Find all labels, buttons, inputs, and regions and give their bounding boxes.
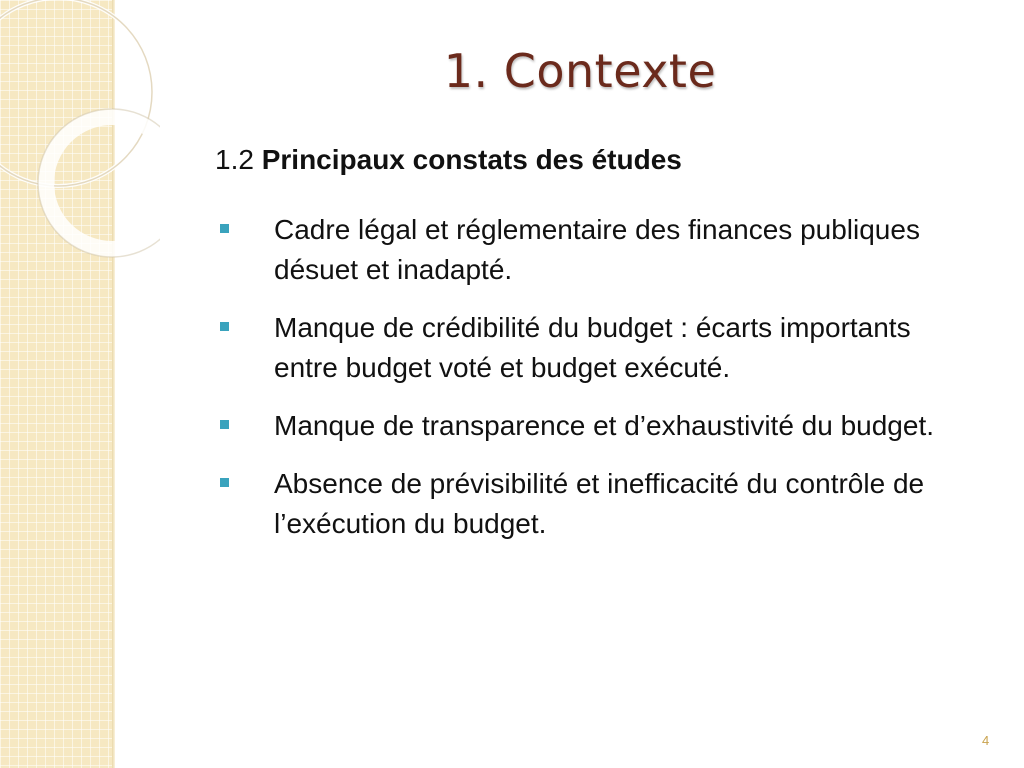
square-bullet-icon — [220, 420, 229, 429]
bullet-list — [215, 210, 975, 562]
decorative-circles — [0, 0, 160, 260]
subtitle-text: Principaux constats des études — [261, 144, 682, 175]
bullet-text: Manque de transparence et d’exhaustivité du budget. — [274, 410, 935, 441]
bullet-text: Cadre légal et réglementaire des finances publiques désuet et inadapté. — [274, 214, 920, 285]
bullet-text: Manque de crédibilité du budget : écarts importants entre budget voté et budget exécuté. — [274, 312, 911, 383]
page-number: 4 — [982, 733, 990, 748]
bullet-item — [215, 406, 975, 446]
square-bullet-icon — [220, 478, 229, 487]
square-bullet-icon — [220, 322, 229, 331]
bullet-item — [215, 210, 975, 290]
bullet-text: Absence de prévisibilité et inefficacité du contrôle de l’exécution du budget. — [274, 468, 925, 539]
bullet-item — [215, 464, 975, 544]
square-bullet-icon — [220, 224, 229, 233]
section-subtitle — [215, 144, 682, 176]
bullet-item — [215, 308, 975, 388]
slide-title: 1. Contexte — [443, 44, 717, 98]
subtitle-number: 1.2 — [215, 144, 254, 175]
